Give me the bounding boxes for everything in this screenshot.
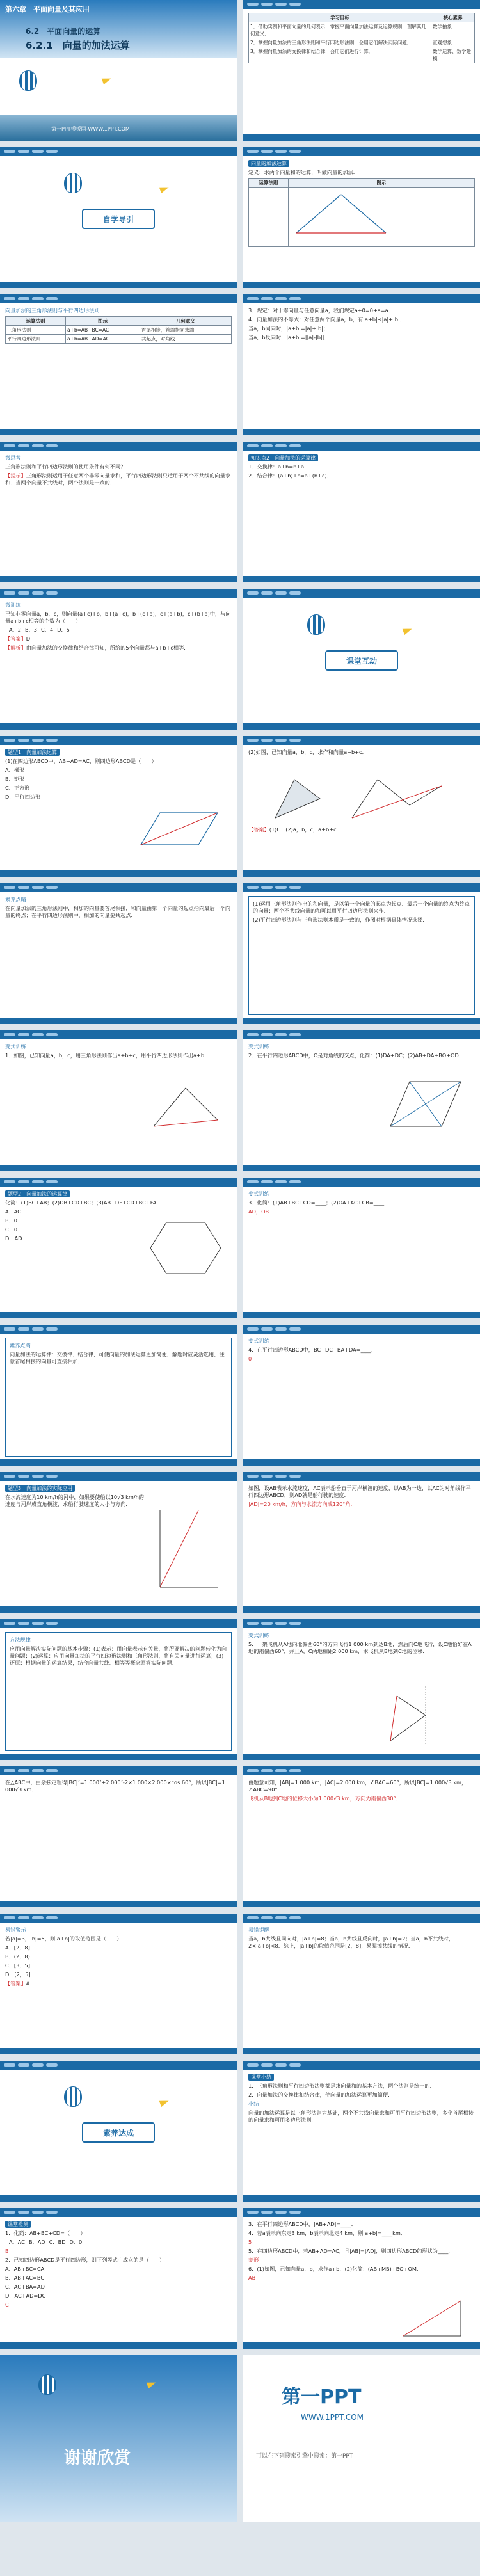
check2-option-b: B．AB+AC=BC: [5, 2275, 45, 2281]
summary-text: 向量的加法运算是以三角形法则为基础，两个不共线向量求和可用平行四边形法则，多个首尾相接的向量求和可用多边形法则．: [248, 2109, 474, 2123]
summary-body: [248, 2074, 475, 2193]
top-bar: [0, 1914, 237, 1923]
top-bar: [0, 1619, 237, 1628]
type1-option-b: B．矩形: [5, 776, 25, 782]
objectives-body: [248, 13, 475, 132]
type2-slide: [0, 1178, 237, 1318]
variant4-question: 4．在平行四边形ABCD中，BC+DC+BA+DA=____．: [248, 1347, 377, 1353]
top-bar: [0, 589, 237, 598]
bottom-bar: [243, 1901, 480, 1907]
type1-option-a: A．梯形: [5, 767, 25, 773]
top-bar: [243, 0, 480, 9]
balloon-icon: [38, 2374, 56, 2395]
top-bar: [0, 294, 237, 303]
variant3-question: 3．化简：(1)AB+BC+CD=____；(2)OA+AC+CB=____．: [248, 1199, 390, 1206]
rule-table-title: 向量加法的三角形法则与平行四边形法则: [5, 307, 100, 314]
error-reminder-slide: [243, 1914, 480, 2054]
bottom-bar: [243, 2342, 480, 2349]
check1-body: [5, 2221, 232, 2340]
addition-def-body: [248, 160, 475, 279]
nav-dots: [247, 3, 324, 6]
variant1-question: 1．如图，已知向量a，b，c，用三角形法则作出a+b+c，用平行四边形法则作出a+b．: [5, 1052, 210, 1059]
objectives-header-core: 核心素养: [431, 13, 474, 22]
check1-question: 1．化简：AB+BC+CD=（ ）: [5, 2230, 86, 2236]
section-title: 6.2 平面向量的运算: [26, 27, 101, 36]
answer-label: 【答案】: [5, 1980, 26, 1987]
variant4-title: 变式训练: [248, 1338, 269, 1344]
type1-question: (1)在四边形ABCD中，AB+AD=AC，则四边形ABCD是（ ）: [5, 758, 157, 764]
bottom-bar: [0, 576, 237, 582]
bottom-bar: [243, 2195, 480, 2202]
error-reminder-body: [248, 1926, 475, 2045]
type2-question: 化简：(1)BC+AB；(2)DB+CD+BC；(3)AB+DF+CD+BC+FA．: [5, 1199, 162, 1206]
bottom-bar: [243, 1754, 480, 1760]
solution-text: 由向量加法的交换律和结合律可知，所给的5个向量都与a+b+c相等．: [26, 644, 189, 651]
rule-header-2: 图示: [66, 317, 140, 326]
bottom-bar: [243, 1312, 480, 1318]
law-cosine-text: 在△ABC中，由余弦定理得|BC|²=1 000²+2 000²-2×1 000×2 000×cos 60°，所以|BC|=1 000√3 km．: [5, 1779, 225, 1793]
literacy-reach-slide: [0, 2061, 237, 2202]
literacy-body: [5, 896, 232, 1015]
error-reminder-text: 当a，b共线且同向时，|a+b|=8；当a，b共线且反向时，|a+b|=2；当a，b不共线时，2<|a+b|<8．综上，|a+b|的取值范围是[2，8]，易漏掉共线的情况．: [248, 1935, 454, 1949]
check2-question: 2．已知四边形ABCD是平行四边形，则下列等式中成立的是（ ）: [5, 2257, 165, 2263]
note-text-1: (1)运用三角形法则作出的和向量，是以第一个向量的起点为起点、最后一个向量的终点为终点的向量；两个不共线向量的和可以用平行四边形法则来作．: [253, 900, 470, 914]
bottom-bar: [0, 723, 237, 730]
type2-answer-4: D．AD: [5, 1235, 22, 1242]
method-body: [5, 1632, 232, 1751]
top-bar: [243, 1472, 480, 1481]
variant1-slide: [0, 1030, 237, 1171]
variant3-slide: [243, 1178, 480, 1318]
laws-tag: 知识点2 向量加法的运算律: [248, 454, 318, 461]
micro-train-question: 已知非零向量a，b，c，则向量(a+c)+b，b+(a+c)，b+(c+a)，c+(a+b)，c+(b+a)中，与向量a+b+c相等的个数为（ ）: [5, 611, 231, 624]
self-study-slide: [0, 147, 237, 288]
bottom-bar: [243, 429, 480, 435]
type3-solution-body: [248, 1485, 475, 1604]
same-direction-case: 当a，b同向时，|a+b|=|a|+|b|；: [248, 325, 329, 332]
bottom-bar: [0, 1754, 237, 1760]
cover-slide: [0, 0, 237, 141]
bottom-bar: [243, 723, 480, 730]
type1-slide: [0, 736, 237, 877]
type1-part2-slide: [243, 736, 480, 877]
paper-plane-icon: [159, 2098, 170, 2107]
bottom-bar: [243, 870, 480, 877]
top-bar: [0, 1472, 237, 1481]
bottom-bar: [0, 1459, 237, 1466]
rules-extra-slide: [243, 294, 480, 435]
core-1: 数学抽象: [431, 22, 474, 38]
summary-title: 小结: [248, 2100, 259, 2107]
top-bar: [0, 736, 237, 745]
tip-text: 三角形法则适用于任意两个非零向量求和，平行四边形法则只适用于两个不共线的向量求和．当两个向量不共线时，两个法则是一致的．: [5, 472, 231, 486]
top-bar: [243, 736, 480, 745]
rule-cell-figure: [288, 188, 474, 247]
option-a: A．2: [9, 627, 21, 633]
think-title: 微思考: [5, 454, 21, 461]
check6-question: 6．(1)如图，已知向量a，b，求作a+b．(2)化简：(AB+MB)+BO+OM．: [248, 2266, 422, 2272]
summary-slide: [243, 2061, 480, 2202]
bottom-bar: [243, 1459, 480, 1466]
addition-definition: 定义：求两个向量和的运算，叫做向量的加法．: [248, 169, 358, 175]
top-bar: [0, 147, 237, 156]
river-figure: [154, 1498, 224, 1594]
rule-row1-name: 三角形法则: [6, 326, 66, 335]
bottom-bar: [243, 282, 480, 288]
option-c: C．4: [41, 627, 54, 633]
brand-promo: 可以在下列搜索引擎中搜索：第一PPT: [256, 2453, 353, 2460]
commutative-law: 1．交换律：a+b=b+a．: [248, 463, 310, 470]
check2-option-c: C．AC+BA=AD: [5, 2284, 45, 2290]
literacy2-body: [5, 1338, 232, 1457]
solution-label: 【解析】: [5, 644, 26, 651]
micro-train-body: [5, 602, 232, 721]
check2-option-d: D．AC+AD=DC: [5, 2292, 46, 2299]
type1-tag: 题型1 向量加法运算: [5, 749, 60, 756]
bottom-bar: [0, 2195, 237, 2202]
variant1-figure: [147, 1075, 224, 1139]
type3-question: 在水流速度为10 km/h的河中，如果要使船以10√3 km/h的速度与河岸成直角横渡，求船行驶速度的大小与方向．: [5, 1494, 144, 1507]
top-bar: [0, 2061, 237, 2070]
bottom-bar: [0, 1165, 237, 1171]
variant5-solution: 由题意可知，|AB|=1 000 km，|AC|=2 000 km，∠BAC=60°，所以|BC|=1 000√3 km，∠ABC=90°．: [248, 1779, 467, 1793]
top-bar: [243, 1914, 480, 1923]
summary-tag: 课堂小结: [248, 2074, 274, 2081]
note-body: [248, 896, 475, 1015]
top-bar: [243, 1325, 480, 1334]
think-body: [5, 454, 232, 573]
type3-solution-slide: [243, 1472, 480, 1613]
top-bar: [243, 883, 480, 892]
error-question: 若|a|=3，|b|=5，则|a+b|的取值范围是（ ）: [5, 1935, 122, 1942]
paper-plane-icon: [147, 2380, 157, 2388]
think-question: 三角形法则和平行四边形法则的使用条件有何不同？: [5, 463, 126, 470]
top-bar: [0, 1178, 237, 1187]
bottom-bar: [0, 1901, 237, 1907]
check1-option-d: D．0: [69, 2239, 83, 2245]
cover-footer: 第一PPT模板网-WWW.1PPT.COM: [51, 126, 130, 132]
rule-row2-meaning: 共起点，对角线: [140, 335, 231, 344]
type2-answer-1: A．AC: [5, 1208, 21, 1215]
variant2-question: 2．在平行四边形ABCD中，O是对角线的交点，化简：(1)DA+DC；(2)AB+DA+BO+OD．: [248, 1052, 464, 1059]
associative-law: 2．结合律：(a+b)+c=a+(b+c)．: [248, 472, 332, 479]
answer-value: D: [26, 636, 31, 642]
option-b: B．3: [25, 627, 38, 633]
variant2-title: 变式训练: [248, 1043, 269, 1050]
core-3: 数学运算、数学建模: [431, 47, 474, 63]
answer-value: (1)C (2)a，b，c，a+b+c: [269, 826, 337, 833]
check3-question: 3．在平行四边形ABCD中，|AB+AD|=____．: [248, 2221, 356, 2227]
type1-option-d: D．平行四边形: [5, 794, 41, 800]
balloon-icon: [64, 173, 82, 193]
type3-tag: 题型3 向量加法的实际应用: [5, 1485, 75, 1492]
check3-slide: [243, 2208, 480, 2349]
micro-train-slide: [0, 589, 237, 730]
laws-slide: [243, 442, 480, 582]
rule-row2-name: 平行四边形法则: [6, 335, 66, 344]
rule-row1-formula: a+b=AB+BC=AC: [66, 326, 140, 335]
rule-table: [5, 316, 232, 344]
bottom-bar: [243, 576, 480, 582]
laws-body: [248, 454, 475, 573]
top-bar: [0, 2208, 237, 2217]
objectives-slide: [243, 0, 480, 141]
law-cosine-body: [5, 1779, 232, 1898]
type3-slide: [0, 1472, 237, 1613]
self-study-heading: 自学导引: [82, 209, 155, 229]
check4-answer: 5: [248, 2239, 252, 2245]
literacy-text: 在向量加法的三角形法则中，相加的向量要首尾相接，和向量由第一个向量的起点指向最后一个向量的终点；在平行四边形法则中，相加的向量要共起点．: [5, 905, 231, 918]
variant5-result: 飞机从B地到C地的位移大小为1 000√3 km，方向为南偏西30°．: [248, 1795, 401, 1802]
error-slide: [0, 1914, 237, 2054]
think-slide: [0, 442, 237, 582]
top-bar: [243, 147, 480, 156]
summary-point-1: 1．三角形法则和平行四边形法则都是求向量和的基本方法，两个法则是统一的．: [248, 2083, 435, 2089]
bottom-bar: [243, 1165, 480, 1171]
literacy2-slide: [0, 1325, 237, 1466]
bottom-bar: [243, 2048, 480, 2054]
rule-table-body: [5, 307, 232, 426]
type2-answer-3: C．0: [5, 1226, 18, 1233]
method-title: 方法规律: [10, 1636, 31, 1643]
variant4-body: [248, 1338, 475, 1457]
opposite-direction-case: 当a，b反向时，|a+b|=||a|-|b||．: [248, 334, 330, 340]
variant1-title: 变式训练: [5, 1043, 26, 1050]
topic-tag: 向量的加法运算: [248, 160, 289, 167]
balloon-icon: [19, 70, 37, 91]
rule-row2-formula: a+b=AB+AD=AC: [66, 335, 140, 344]
flight-figure: [384, 1683, 467, 1747]
paper-plane-icon: [403, 626, 413, 635]
balloon-icon: [307, 614, 325, 635]
top-bar: [243, 1178, 480, 1187]
rule-table-header: [248, 178, 475, 247]
error-option-d: D．[2，5]: [5, 1971, 31, 1978]
top-bar: [0, 1325, 237, 1334]
check4-question: 4．若a表示向东走3 km，b表示向北走4 km，则|a+b|=____km．: [248, 2230, 406, 2236]
type3-result: |AD|=20 km/h，方向与水流方向成120°角．: [248, 1501, 356, 1507]
error-title: 易错警示: [5, 1926, 26, 1933]
thanks-slide: [0, 2355, 237, 2522]
type2-tag: 题型2 向量加法的运算律: [5, 1190, 70, 1197]
bottom-bar: [243, 134, 480, 141]
variant5-title: 变式训练: [248, 1632, 269, 1638]
method-slide: [0, 1619, 237, 1760]
variant5-solution-slide: [243, 1766, 480, 1907]
hexagon-figure: [147, 1216, 224, 1280]
literacy-reach-heading: 素养达成: [82, 2122, 155, 2143]
check1-option-b: B．AD: [28, 2239, 45, 2245]
variant3-body: [248, 1190, 475, 1309]
bottom-bar: [0, 2342, 237, 2349]
tip-label: 【提示】: [5, 472, 26, 479]
error-body: [5, 1926, 232, 2045]
answer-label: 【答案】: [248, 826, 269, 833]
type2-answer-2: B．0: [5, 1217, 18, 1224]
check5-question: 5．在四边形ABCD中，若AB+AD=AC，且|AB|=|AD|，则四边形ABCD的形状为____．: [248, 2248, 454, 2254]
rule-header-3: 几何意义: [140, 317, 231, 326]
thanks-text: 谢谢欣赏: [64, 2449, 131, 2468]
objective-3: 3．掌握向量加法的交换律和结合律，会用它们进行计算．: [249, 47, 431, 63]
check2-option-a: A．AB+BC=CA: [5, 2266, 45, 2272]
option-d: D．5: [57, 627, 70, 633]
top-bar: [243, 2208, 480, 2217]
top-bar: [243, 294, 480, 303]
literacy2-text: 向量加法的运算律：交换律、结合律，可使向量的加法运算更加简便，解题时应灵活选用，注意首尾相接的向量可直接相加．: [10, 1351, 225, 1364]
bottom-bar: [0, 1606, 237, 1613]
law-cosine-slide: [0, 1766, 237, 1907]
top-bar: [243, 2061, 480, 2070]
check1-answer: B: [5, 2248, 9, 2254]
chapter-title: 第六章 平面向量及其应用: [5, 5, 90, 13]
error-option-b: B．(2，8): [5, 1953, 30, 1960]
bottom-bar: [0, 282, 237, 288]
answer-label: 【答案】: [5, 636, 26, 642]
top-bar: [243, 589, 480, 598]
bottom-bar: [243, 1018, 480, 1024]
brand-logo: 第一PPT: [282, 2386, 362, 2408]
top-bar: [243, 1619, 480, 1628]
variant4-answer: 0: [248, 1356, 252, 1362]
type1-option-c: C．正方形: [5, 785, 30, 791]
method-text: 应用向量解决实际问题的基本步骤：(1)表示：用向量表示有关量，将所要解决的问题转化为向量问题；(2)运算：应用向量加法的平行四边形法则和三角形法则，将有关向量进行运算；(3)还原：根据向量的运算结果，结合向量共线、相等等概念回答实际问题．: [10, 1645, 227, 1666]
variant2-slide: [243, 1030, 480, 1171]
top-bar: [0, 883, 237, 892]
top-bar: [243, 442, 480, 451]
literacy-title: 素养点睛: [5, 896, 26, 902]
check1-slide: [0, 2208, 237, 2349]
error-reminder-title: 易错提醒: [248, 1926, 269, 1933]
error-option-a: A．[2，8]: [5, 1944, 30, 1951]
micro-train-title: 微训练: [5, 602, 21, 608]
addition-def-slide: [243, 147, 480, 288]
answer-value: A: [26, 1980, 30, 1987]
subsection-title: 6.2.1 向量的加法运算: [26, 40, 130, 51]
note-slide: [243, 883, 480, 1024]
variant3-title: 变式训练: [248, 1190, 269, 1197]
literacy-slide: [0, 883, 237, 1024]
rule-table-slide: [0, 294, 237, 435]
top-bar: [0, 1766, 237, 1775]
variant5-slide: [243, 1619, 480, 1760]
objectives-header-goal: 学习目标: [249, 13, 431, 22]
bottom-bar: [0, 1312, 237, 1318]
variant5-question: 5．一架飞机从A地向北偏西60°的方向飞行1 000 km到达B地，然后向C地飞行，设C地恰好在A地的南偏西60°，并且A，C两地相距2 000 km，求飞机从B地到C地的位移．: [248, 1641, 472, 1654]
check-tag: 课堂检测: [5, 2221, 31, 2228]
rule-header-1: 运算法则: [6, 317, 66, 326]
check6-answer: AB: [248, 2275, 256, 2281]
triangle-inequality: 4．向量加法的不等式：对任意两个向量a，b，有|a+b|≤|a|+|b|．: [248, 316, 405, 323]
top-bar: [243, 1030, 480, 1039]
check5-answer: 菱形: [248, 2257, 259, 2263]
rule-col-method: 运算法则: [249, 179, 289, 188]
rule-cell-empty: [249, 188, 289, 247]
balloon-icon: [64, 2086, 82, 2107]
rule-col-figure: 图示: [288, 179, 474, 188]
core-2: 直观想象: [431, 38, 474, 47]
type3-solution: 如图，设AB表示水流速度，AC表示船垂直于河岸横渡的速度，以AB为一边，以AC为对角线作平行四边形ABCD，则AD就是船行驶的速度．: [248, 1485, 471, 1498]
objective-2: 2．掌握向量加法的三角形法则和平行四边形法则，会用它们解决实际问题．: [249, 38, 431, 47]
variant4-slide: [243, 1325, 480, 1466]
top-bar: [0, 1030, 237, 1039]
bottom-bar: [0, 2048, 237, 2054]
variant3-answer: AD，OB: [248, 1208, 269, 1215]
rules-extra-body: [248, 307, 475, 426]
brand-url: WWW.1PPT.COM: [301, 2413, 364, 2422]
rule-row1-meaning: 首尾相接，首端指向末端: [140, 326, 231, 335]
quadrilateral-figure: [128, 806, 224, 851]
bottom-bar: [0, 429, 237, 435]
class-interaction-slide: [243, 589, 480, 730]
top-bar: [0, 442, 237, 451]
right-triangle-figure: [397, 2298, 467, 2342]
parallelogram-figure: [384, 1075, 467, 1133]
literacy2-title: 素养点睛: [10, 1342, 31, 1348]
check2-answer: C: [5, 2301, 9, 2308]
summary-point-2: 2．向量加法的交换律和结合律，使向量的加法运算更加简便．: [248, 2092, 394, 2098]
note-text-2: (2)平行四边形法则与三角形法则本质是一致的，作图时根据具体情况选择．: [253, 916, 428, 923]
objective-1: 1．借助实例和平面向量的几何表示，掌握平面向量加法运算及运算规则，理解其几何意义．: [249, 22, 431, 38]
variant5-solution-body: [248, 1779, 475, 1898]
bottom-bar: [0, 1018, 237, 1024]
brand-slide: [243, 2355, 480, 2522]
check1-option-c: C．BD: [49, 2239, 66, 2245]
top-bar: [243, 1766, 480, 1775]
bottom-bar: [0, 870, 237, 877]
check1-option-a: A．AC: [9, 2239, 25, 2245]
zero-vector-rule: 3．规定：对于零向量与任意向量a，我们规定a+0=0+a=a．: [248, 307, 394, 314]
bottom-bar: [243, 1606, 480, 1613]
class-interaction-heading: 课堂互动: [325, 650, 398, 671]
objectives-table: [248, 13, 475, 63]
paper-plane-icon: [102, 76, 113, 84]
vector-sum-figure: [256, 767, 461, 831]
paper-plane-icon: [159, 184, 170, 193]
error-option-c: C．[3，5]: [5, 1962, 30, 1969]
type1-part2-question: (2)如图，已知向量a，b，c，求作和向量a+b+c．: [248, 749, 367, 755]
triangle-rule-figure: [290, 188, 392, 239]
